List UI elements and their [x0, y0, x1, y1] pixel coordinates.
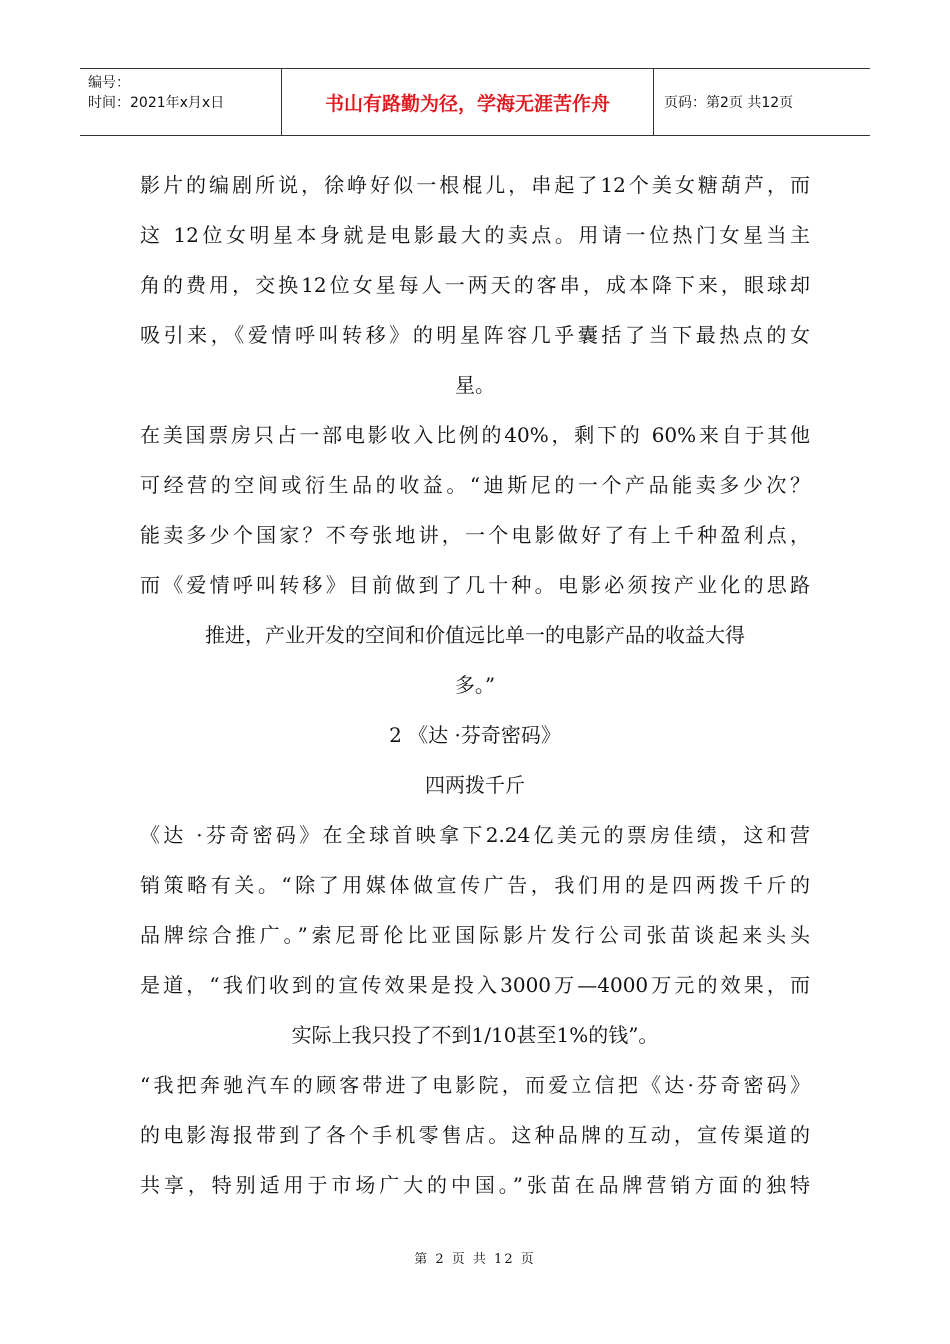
page-footer: 第 2 页 共 12 页 — [414, 1252, 536, 1267]
body-text-line: 在美国票房只占一部电影收入比例的40%，剩下的 60%来自于其他 — [140, 423, 810, 447]
document-number-label: 编号： — [88, 75, 130, 91]
header-table — [80, 68, 870, 136]
body-text-line: 《达 ·芬奇密码》在全球首映拿下2.24亿美元的票房佳绩，这和营 — [140, 823, 810, 847]
body-text-line: 2 《达 ·芬奇密码》 — [389, 723, 561, 747]
body-text-line: 的电影海报带到了各个手机零售店。这种品牌的互动，宣传渠道的 — [140, 1123, 810, 1147]
body-text-line: 能卖多少个国家？不夸张地讲，一个电影做好了有上千种盈利点， — [140, 523, 810, 547]
body-text-line: “我把奔驰汽车的顾客带进了电影院，而爱立信把《达·芬奇密码》 — [140, 1073, 810, 1097]
body-text-line: 可经营的空间或衍生品的收益。“迪斯尼的一个产品能卖多少次？ — [140, 473, 810, 497]
body-text-line: 销策略有关。“除了用媒体做宣传广告，我们用的是四两拨千斤的 — [140, 873, 810, 897]
body-text-line: 是道，“我们收到的宣传效果是投入3000万—4000万元的效果，而 — [140, 973, 810, 997]
document-body — [140, 160, 810, 1210]
body-text-line: 实际上我只投了不到1/10甚至1%的钱”。 — [291, 1023, 659, 1047]
body-text-line: 品牌综合推广。”索尼哥伦比亚国际影片发行公司张苗谈起来头头 — [140, 923, 810, 947]
header-page-info: 页码：第2页 共12页 — [664, 95, 794, 111]
body-text-line: 星。 — [455, 373, 495, 397]
body-text-line: 影片的编剧所说，徐峥好似一根棍儿，串起了12个美女糖葫芦，而 — [140, 173, 810, 197]
header-meta-cell — [80, 69, 282, 135]
body-text-line: 吸引来，《爱情呼叫转移》的明星阵容几乎囊括了当下最热点的女 — [140, 323, 810, 347]
header-motto: 书山有路勤为径，学海无涯苦作舟 — [282, 69, 654, 135]
body-text-line: 四两拨千斤 — [425, 773, 525, 797]
body-text-line: 多。” — [454, 673, 496, 697]
body-text-line: 角的费用，交换12位女星每人一两天的客串，成本降下来，眼球却 — [140, 273, 810, 297]
body-text-line: 推进，产业开发的空间和价值远比单一的电影产品的收益大得 — [205, 623, 745, 647]
document-date-label: 时间：2021年x月x日 — [88, 95, 225, 111]
body-text-line: 共享，特别适用于市场广大的中国。”张苗在品牌营销方面的独特 — [140, 1173, 810, 1197]
body-text-line: 这 12位女明星本身就是电影最大的卖点。用请一位热门女星当主 — [140, 223, 810, 247]
body-text-line: 而《爱情呼叫转移》目前做到了几十种。电影必须按产业化的思路 — [140, 573, 810, 597]
